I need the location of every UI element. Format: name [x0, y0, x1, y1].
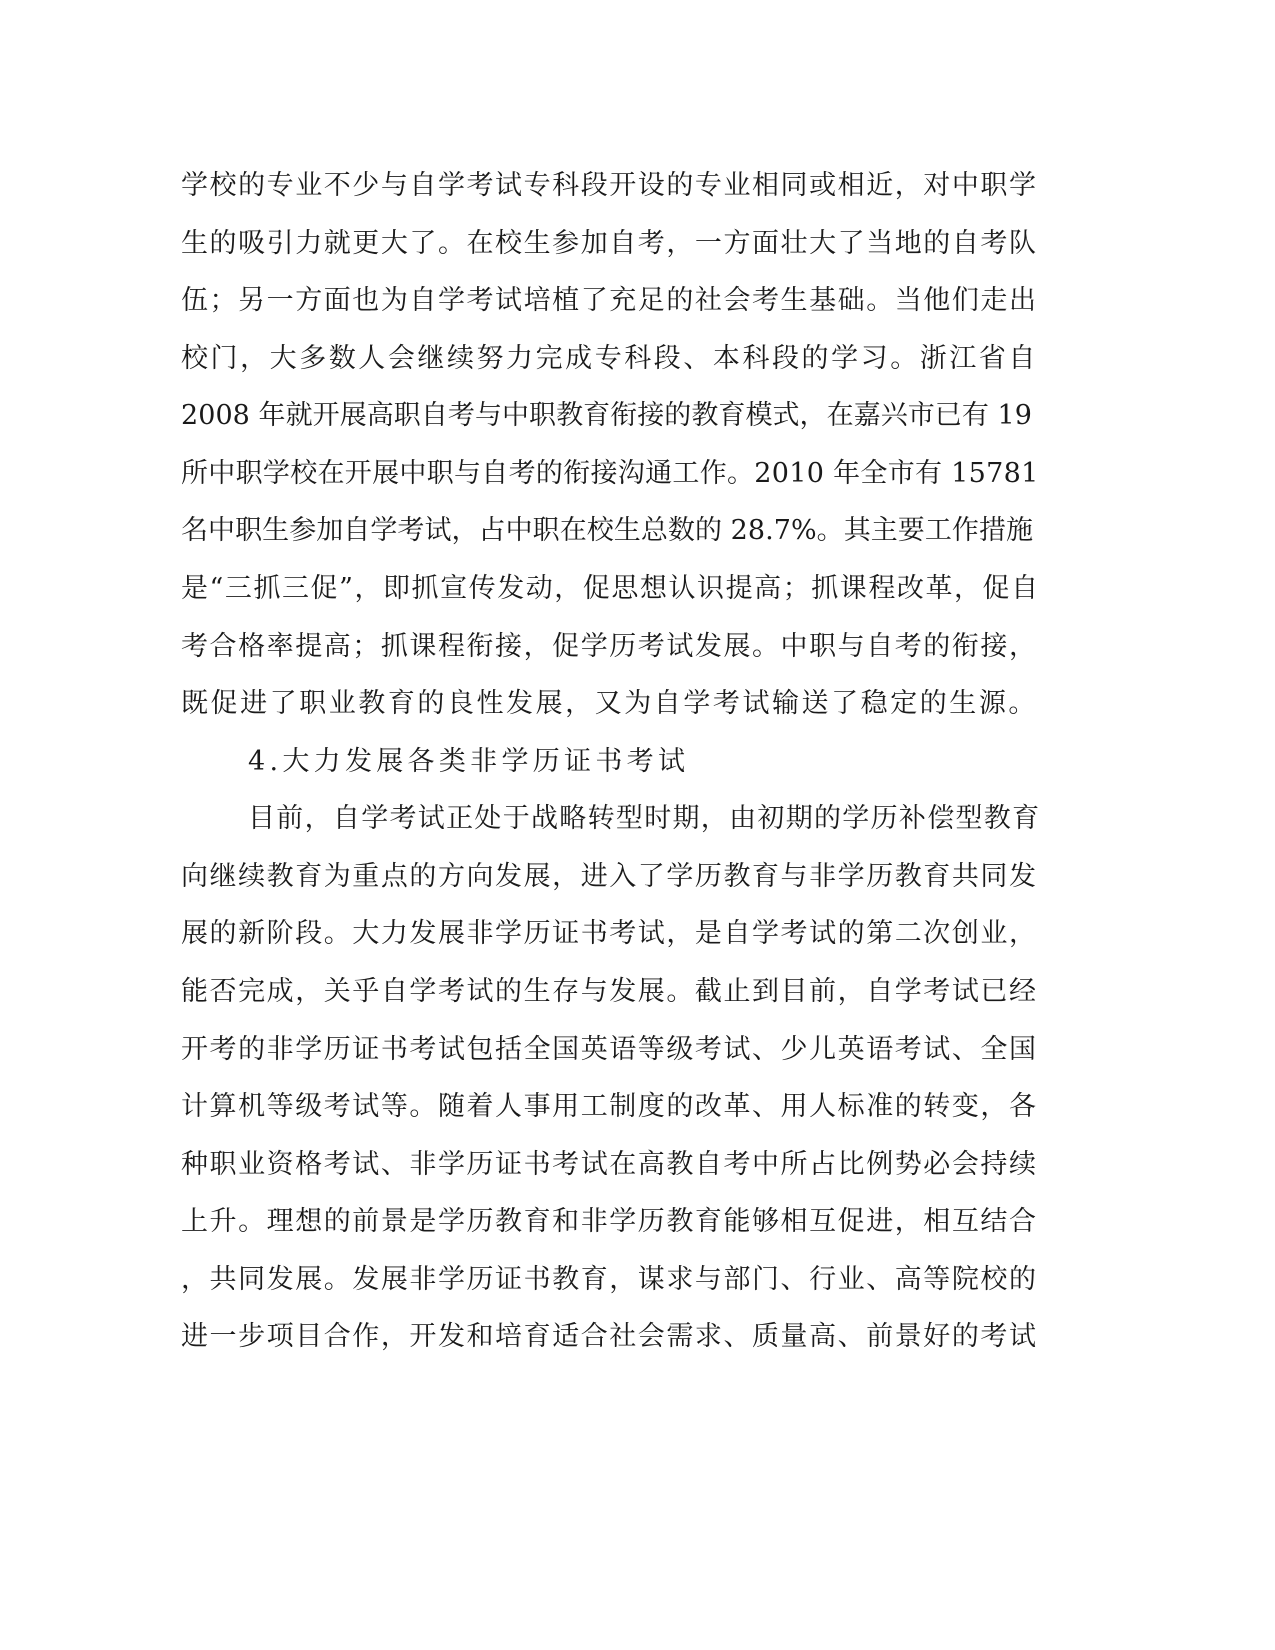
paragraph-line: 考合格率提高；抓课程衔接，促学历考试发展。中职与自考的衔接，: [181, 631, 1038, 662]
paragraph-line: 开考的非学历证书考试包括全国英语等级考试、少儿英语考试、全国: [181, 1034, 1038, 1065]
section-heading: 4.大力发展各类非学历证书考试: [248, 746, 690, 777]
paragraph-line: 种职业资格考试、非学历证书考试在高教自考中所占比例势必会持续: [181, 1149, 1038, 1180]
paragraph-line: 进一步项目合作，开发和培育适合社会需求、质量高、前景好的考试: [181, 1321, 1038, 1352]
paragraph-line: 既促进了职业教育的良性发展，又为自学考试输送了稳定的生源。: [181, 688, 1038, 719]
paragraph-line: 名中职生参加自学考试，占中职在校生总数的 28.7%。其主要工作措施: [181, 515, 1034, 546]
paragraph-line: 是“三抓三促”，即抓宣传发动，促思想认识提高；抓课程改革，促自: [181, 573, 1040, 604]
paragraph-line: 展的新阶段。大力发展非学历证书考试，是自学考试的第二次创业，: [181, 918, 1038, 949]
paragraph-line: 上升。理想的前景是学历教育和非学历教育能够相互促进，相互结合: [181, 1206, 1038, 1237]
paragraph-line: 校门，大多数人会继续努力完成专科段、本科段的学习。浙江省自: [181, 343, 1038, 374]
paragraph-line: 2008 年就开展高职自考与中职教育衔接的教育模式，在嘉兴市已有 19: [181, 400, 1032, 431]
paragraph-line: 能否完成，关乎自学考试的生存与发展。截止到目前，自学考试已经: [181, 976, 1038, 1007]
paragraph-line: 目前，自学考试正处于战略转型时期，由初期的学历补偿型教育: [248, 803, 1041, 834]
paragraph-line: 学校的专业不少与自学考试专科段开设的专业相同或相近，对中职学: [181, 170, 1038, 201]
paragraph-line: 所中职学校在开展中职与自考的衔接沟通工作。2010 年全市有 15781: [181, 458, 1039, 489]
paragraph-line: 向继续教育为重点的方向发展，进入了学历教育与非学历教育共同发: [181, 861, 1038, 892]
paragraph-line: 生的吸引力就更大了。在校生参加自考，一方面壮大了当地的自考队: [181, 228, 1038, 259]
paragraph-line: 伍；另一方面也为自学考试培植了充足的社会考生基础。当他们走出: [181, 285, 1038, 316]
paragraph-line: ，共同发展。发展非学历证书教育，谋求与部门、行业、高等院校的: [181, 1264, 1038, 1295]
paragraph-line: 计算机等级考试等。随着人事用工制度的改革、用人标准的转变，各: [181, 1091, 1038, 1122]
